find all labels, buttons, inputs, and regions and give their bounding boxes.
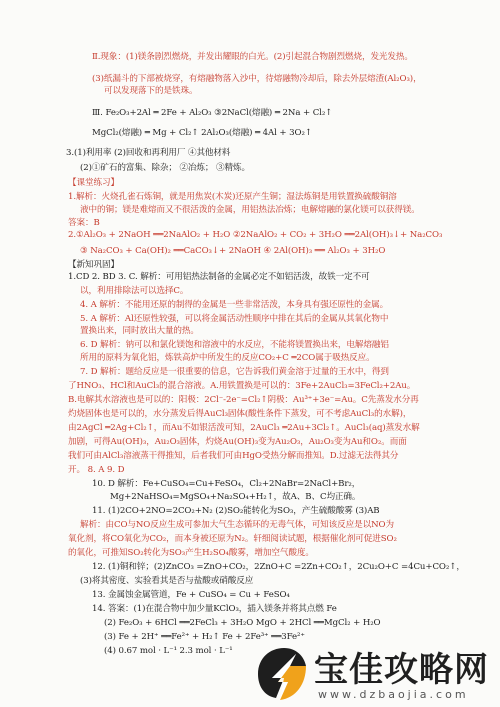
text-line: B.电解其水溶液也是可以的：阳极：2Cl⁻-2e⁻=Cl₂↑阴极：Au³⁺+3e⁻=Au。C先蒸发水分再	[68, 395, 419, 405]
text-line: 开。 8. A 9. D	[68, 465, 125, 475]
text-line: 5. A 解析：Al还原性较强，可以将金属活动性顺序中排在其后的金属从其氧化物中	[80, 314, 389, 324]
text-line: 置换出来，同时放出大量的热。	[80, 326, 199, 336]
watermark-title: 宝佳攻略网	[314, 650, 489, 690]
text-line: Mg+2NaHSO₄=MgSO₄+Na₂SO₄+H₂↑，故A、B、C均正确。	[110, 492, 361, 502]
text-line: 的氧化，可推知SO₂转化为SO₃产生H₂SO₄酸雾，增加空气酸度。	[68, 548, 314, 558]
text-line: 了HNO₃、HCl和AuCl₃的混合溶液。A.用铁置换是可以的：3Fe+2AuCl₃=3FeCl₂+2Au。	[68, 381, 416, 391]
watermark-url: www.dzbaojia.com	[318, 688, 469, 701]
text-line: 6. D 解析：钠可以和氯化镁饱和溶液中的水反应，不能将镁置换出来，电解熔融铝	[80, 340, 389, 350]
text-line: (2) Fe₂O₃ + 6HCl ══2FeCl₃ + 3H₂O MgO + 2HCl ══MgCl₂ + H₂O	[104, 618, 381, 628]
text-line: 可以发现落下的是铁珠。	[104, 86, 198, 96]
text-line: 11. (1)2CO+2NO=2CO₂+N₂ (2)SO₂能转化为SO₃，产生硫酸酸雾 (3)AB	[92, 506, 380, 516]
text-line: (2)①矿石的富集、除杂； ②冶炼； ③精炼。	[80, 163, 251, 173]
text-line: 由2AgCl ═2Ag+Cl₂↑，而Au不如银活泼可知，2AuCl₃ ═2Au+3Cl₂↑。AuCl₃(aq)蒸发水解	[68, 423, 420, 433]
text-line: 灼烧固体也是可以的，水分蒸发后得AuCl₃固体(酸性条件下蒸发，可不考虑AuCl₃的水解)，	[68, 409, 412, 419]
text-line: (3)将其密度、实验看其是否与盐酸或硝酸反应	[80, 576, 254, 586]
text-line: 14. 答案：(1)在混合物中加少量KClO₃，插入镁条并将其点燃 Fe	[92, 604, 337, 614]
text-line: 解析：由CO与NO反应生成可参加大气生态循环的无毒气体，可知该反应是以NO为	[80, 520, 394, 530]
text-line: (3)纸漏斗的下部被烧穿，有熔融物落入沙中，待熔融物冷却后，除去外层熔渣(Al₂O₃)，	[92, 74, 422, 84]
text-line: (4) 0.67 mol · L⁻¹ 2.3 mol · L⁻¹	[104, 646, 233, 656]
text-line: 1.解析：火烧孔雀石炼铜，就是用焦炭(木炭)还原产生铜；湿法炼铜是用铁置换硫酸铜溶	[68, 192, 397, 202]
text-line: 氧化剂，将CO氧化为CO₂，而本身被还原为N₂。轩细阅读试题，根据催化剂可促进SO₂	[68, 534, 397, 544]
text-line: Ⅱ.现象：(1)镁条剧烈燃烧，并发出耀眼的白光。(2)引起混合物剧烈燃烧，发光发热。	[92, 52, 413, 62]
text-line: 13. 金属蚀金属管道，Fe + CuSO₄ = Cu + FeSO₄	[92, 590, 290, 600]
text-line: 【课堂练习】	[68, 178, 119, 188]
text-line: ③ Na₂CO₃ + Ca(OH)₂ ══CaCO₃↓+ 2NaOH ④ 2Al(OH)₃ ══ Al₂O₃ + 3H₂O	[80, 246, 386, 256]
text-line: 所用的原料为氧化铝，炼铁高炉中所发生的反应CO₂+C ═2CO属于吸热反应。	[80, 353, 375, 363]
bolt-logo-icon	[250, 644, 308, 702]
text-line: MgCl₂(熔融) ═ Mg + Cl₂↑ 2Al₂O₃(熔融) ═ 4Al + 3O₂↑	[92, 128, 312, 138]
text-line: 加剧，可得Au(OH)₃，Au₂O₃固体，灼烧Au(OH)₃变为Au₂O₃，Au₂O₃变为Au和O₂。而面	[68, 437, 407, 447]
text-line: 3.(1)利用率 (2)回收和再利用厂 ④其他材料	[66, 148, 231, 158]
text-line: 1.CD 2. BD 3. C. 解析：可用铝热法制备的金属必定不如铝活泼，故铁一定不可	[68, 272, 370, 282]
site-watermark	[248, 640, 500, 707]
text-line: 以，利用排除法可以选择C。	[80, 286, 189, 296]
text-line: 10. D 解析：Fe+CuSO₄=Cu+FeSO₄，Cl₂+2NaBr=2NaCl+Br₂，	[92, 479, 361, 489]
text-line: (3) Fe + 2H⁺ ══Fe²⁺ + H₂↑ Fe + 2Fe³⁺ ══3Fe²⁺	[104, 632, 305, 642]
text-line: 12. (1)铜和锌；(2)ZnCO₃ =ZnO+CO₂，2ZnO+C =2Zn+CO₂↑，2Cu₂O+C =4Cu+CO₂↑，	[92, 562, 465, 572]
text-line: 7. D 解析：题给反应是一很重要的信息，它告诉我们黄金溶于过量的王水中，得到	[80, 367, 389, 377]
text-line: 我们可由AlCl₃溶液蒸干得推知，后者我们可由HgO受热分解而推知。D.过滤无法得其分	[68, 451, 399, 461]
text-line: 2.①Al₂O₃ + 2NaOH ══2NaAlO₂ + H₂O ②2NaAlO₂ + CO₂ + 3H₂O ══2Al(OH)₃↓+ Na₂CO₃	[68, 230, 443, 240]
text-line: Ⅲ. Fe₂O₃+2Al ═ 2Fe + Al₂O₃ ③2NaCl(熔融) ═ 2Na + Cl₂↑	[92, 108, 333, 118]
text-line: 液中的铜；镁是难熔而又不很活泼的金属，用铝热法冶炼；电解熔融的氯化镁可以获得镁。	[80, 205, 420, 215]
text-line: 【新知巩固】	[68, 260, 119, 270]
text-line: 4. A 解析：不能用还原的制得的金属是一些非常活泼，本身具有强还原性的金属。	[80, 300, 389, 310]
text-line: 答案：B	[68, 218, 100, 228]
